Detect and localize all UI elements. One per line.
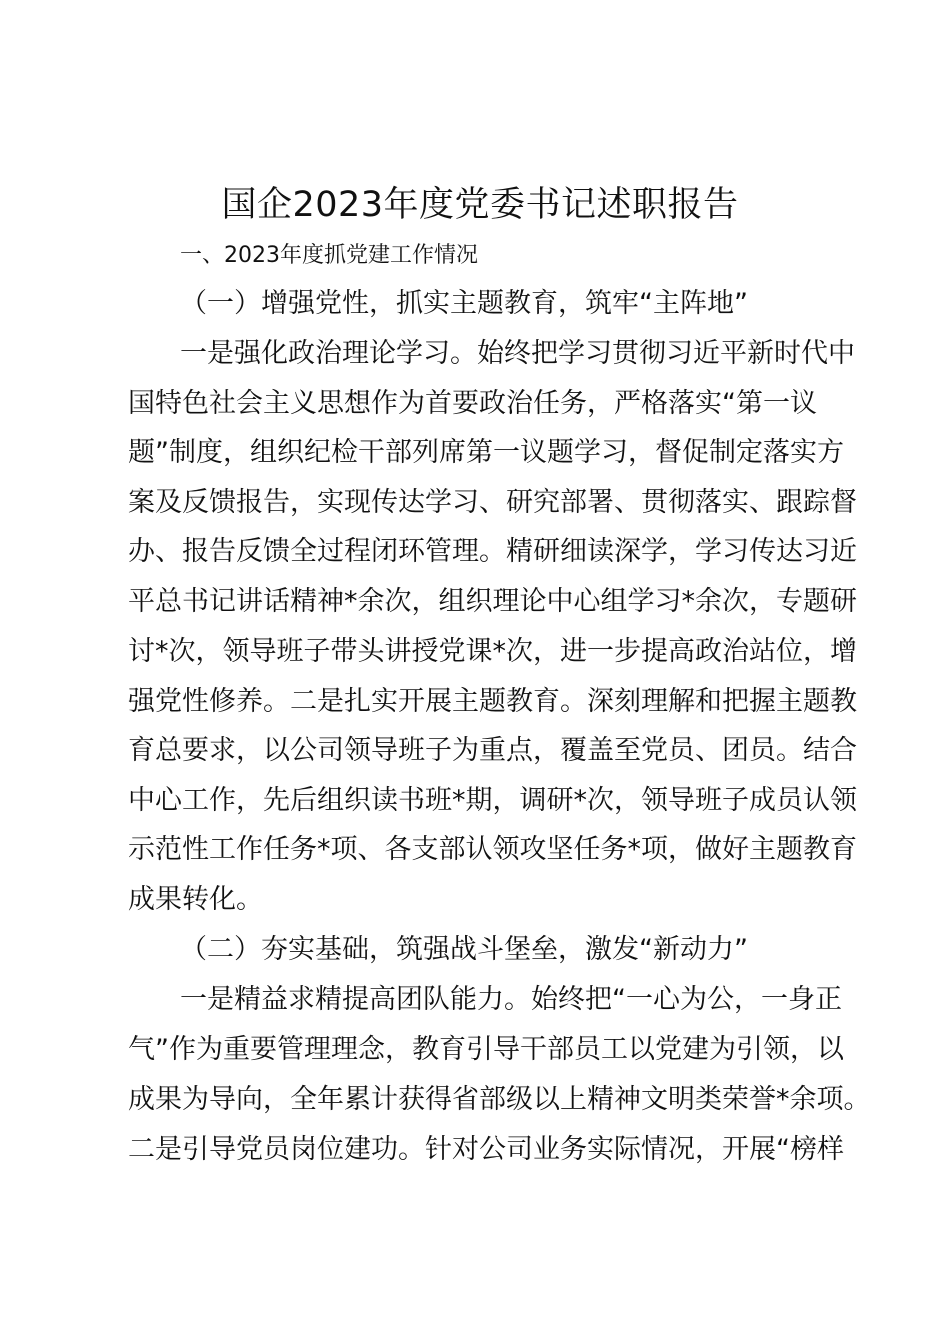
paragraph-line: 题”制度，组织纪检干部列席第一议题学习，督促制定落实方: [128, 437, 844, 468]
paragraph-line: 中心工作，先后组织读书班*期，调研*次，领导班子成员认领: [128, 785, 857, 816]
paragraph-line: 成果为导向，全年累计获得省部级以上精神文明类荣誉*余项。: [128, 1084, 871, 1115]
paragraph-line: 一是精益求精提高团队能力。始终把“一心为公，一身正: [180, 984, 842, 1015]
subsection-heading: （一）增强党性，抓实主题教育，筑牢“主阵地”: [180, 288, 748, 319]
paragraph-line: 国特色社会主义思想作为首要政治任务，严格落实“第一议: [128, 388, 817, 419]
paragraph-line: 强党性修养。二是扎实开展主题教育。深刻理解和把握主题教: [128, 686, 857, 717]
document-title: 国企2023年度党委书记述职报告: [221, 185, 739, 225]
paragraph-line: 平总书记讲话精神*余次，组织理论中心组学习*余次，专题研: [128, 586, 857, 617]
paragraph-line: 一是强化政治理论学习。始终把学习贯彻习近平新时代中: [180, 338, 855, 369]
paragraph-line: 讨*次，领导班子带头讲授党课*次，进一步提高政治站位，增: [128, 636, 857, 667]
section-heading: 一、2023年度抓党建工作情况: [180, 243, 478, 268]
subsection-heading: （二）夯实基础，筑强战斗堡垒，激发“新动力”: [180, 934, 748, 965]
paragraph-line: 二是引导党员岗位建功。针对公司业务实际情况，开展“榜样: [128, 1134, 844, 1165]
paragraph-line: 育总要求，以公司领导班子为重点，覆盖至党员、团员。结合: [128, 735, 857, 766]
paragraph-line: 案及反馈报告，实现传达学习、研究部署、贯彻落实、跟踪督: [128, 487, 857, 518]
paragraph-line: 气”作为重要管理理念，教育引导干部员工以党建为引领，以: [128, 1034, 844, 1065]
paragraph-line: 成果转化。: [128, 884, 263, 915]
paragraph-line: 办、报告反馈全过程闭环管理。精研细读深学，学习传达习近: [128, 536, 857, 567]
paragraph-line: 示范性工作任务*项、各支部认领攻坚任务*项，做好主题教育: [128, 834, 857, 865]
